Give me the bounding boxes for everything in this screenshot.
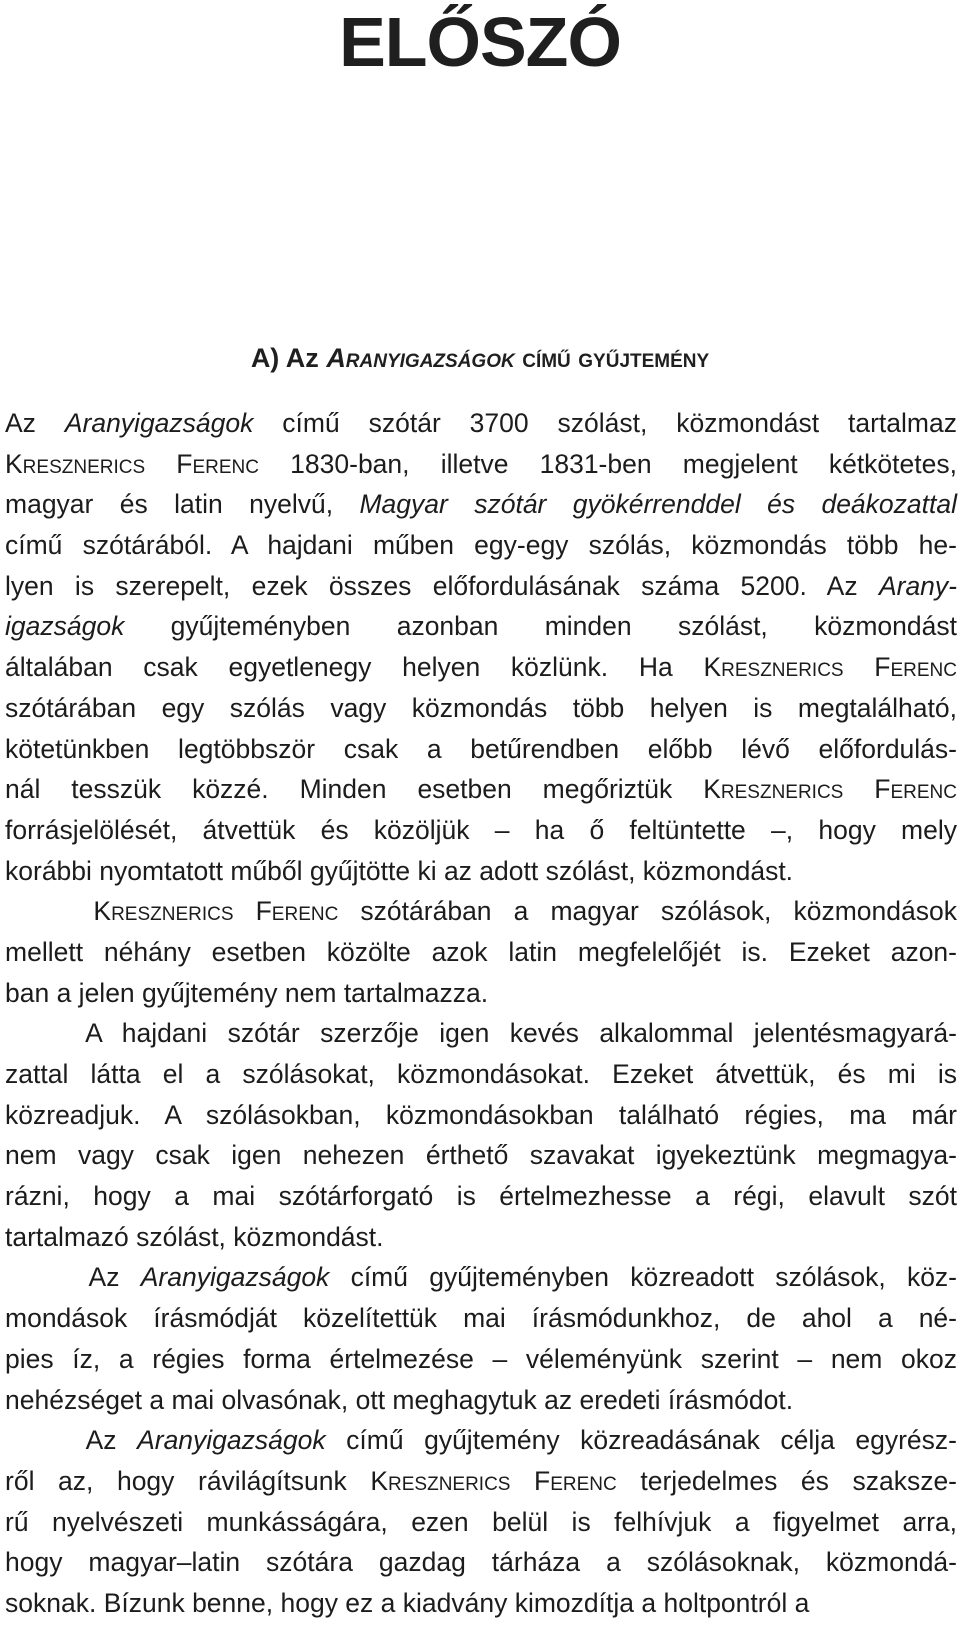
text-run: Az <box>5 1262 141 1293</box>
section-heading-italic: Aranyigazságok <box>326 343 515 373</box>
text-line <box>5 606 957 647</box>
text-line <box>5 688 957 729</box>
text-line <box>5 1095 957 1136</box>
italic-run: Aranyigazságok <box>140 1262 330 1293</box>
text-line <box>5 403 957 444</box>
text-run: rázni, hogy a mai szótárforgató is értelmezhesse a régi, elavult szót <box>5 1181 957 1212</box>
author-name: Kresznerics Ferenc <box>370 1465 617 1496</box>
text-run: mellett néhány esetben közölte azok latin megfelelőjét is. Ezeket azon- <box>5 936 957 967</box>
text-run: korábbi nyomtatott műből gyűjtötte ki az adott szólást, közmondást. <box>5 855 794 886</box>
page-title: ELŐSZÓ <box>339 3 621 81</box>
text-run: nem vagy csak igen nehezen érthető szavakat igyekeztünk megmagya- <box>5 1140 957 1171</box>
paragraph <box>5 403 957 891</box>
italic-run: igazságok <box>5 611 125 642</box>
text-run: forrásjelölését, átvettük és közöljük – ha ő feltüntette –, hogy mely <box>5 814 957 845</box>
text-line <box>5 1135 957 1176</box>
text-line <box>5 647 957 688</box>
author-name: Kresznerics Ferenc <box>93 896 339 927</box>
text-line <box>5 932 957 973</box>
text-line <box>5 1583 957 1624</box>
text-line <box>5 1461 957 1502</box>
text-run: című szótárából. A hajdani műben egy-egy szólás, közmondás több he- <box>5 530 957 561</box>
text-run: zattal látta el a szólásokat, közmondásokat. Ezeket átvettük, és mi is <box>5 1059 957 1089</box>
text-line <box>5 1420 957 1461</box>
text-line <box>5 973 957 1014</box>
text-run: Az <box>5 1425 138 1456</box>
text-run: rű nyelvészeti munkásságára, ezen belül is felhívjuk a figyelmet arra, <box>5 1506 957 1537</box>
text-line <box>5 810 957 851</box>
text-run: ről az, hogy rávilágítsunk <box>5 1465 371 1496</box>
text-line <box>5 891 957 932</box>
text-line <box>5 484 957 525</box>
text-line <box>5 1217 957 1258</box>
text-line <box>5 1013 957 1054</box>
text-run: mondások írásmódját közelítettük mai írásmódunkhoz, de ahol a né- <box>5 1303 957 1334</box>
text-run: szótárában a magyar szólások, közmondások <box>338 896 957 927</box>
text-run: soknak. Bízunk benne, hogy ez a kiadvány kimozdítja a holtpontról a <box>5 1587 810 1618</box>
text-line <box>5 1176 957 1217</box>
text-line <box>5 1054 957 1095</box>
text-run: nál tesszük közzé. Minden esetben megőriztük <box>5 774 704 805</box>
text-run: pies íz, a régies forma értelmezése – véleményünk szerint – nem okoz <box>5 1343 957 1374</box>
text-run: című szótár 3700 szólást, közmondást tartalmaz <box>253 408 957 438</box>
section-heading-prefix: A) Az <box>250 343 327 373</box>
text-run: 1830-ban, illetve 1831-ben megjelent kétkötetes, <box>259 448 957 479</box>
paragraph <box>5 1257 957 1420</box>
italic-run: Aranyigazságok <box>64 408 254 438</box>
author-name: Kresznerics Ferenc <box>5 448 259 479</box>
text-line <box>5 1380 957 1421</box>
text-line <box>5 1257 957 1298</box>
text-run: Az <box>5 408 65 438</box>
text-run: terjedelmes és szaksze- <box>616 1465 958 1496</box>
text-run: ban a jelen gyűjtemény nem tartalmazza. <box>5 977 489 1008</box>
text-line <box>5 525 957 566</box>
text-run <box>5 896 93 926</box>
author-name: Kresznerics Ferenc <box>703 652 958 683</box>
text-line <box>5 566 957 607</box>
italic-run: Arany- <box>878 570 957 601</box>
text-run: szótárában egy szólás vagy közmondás több helyen is megtalálható, <box>5 692 957 723</box>
text-run: nehézséget a mai olvasónak, ott meghagytuk az eredeti írásmódot. <box>5 1384 794 1415</box>
text-line <box>5 1298 957 1339</box>
text-line <box>5 1339 957 1380</box>
text-run: közreadjuk. A szólásokban, közmondásokban található régies, ma már <box>5 1099 957 1130</box>
italic-run: Magyar szótár gyökérrenddel és deákozattal <box>359 489 957 520</box>
author-name: Kresznerics Ferenc <box>703 774 957 805</box>
text-line <box>5 729 957 770</box>
paragraph <box>5 1420 957 1623</box>
text-run: hogy magyar–latin szótára gazdag tárháza a szólásoknak, közmondá- <box>5 1547 957 1578</box>
body-text <box>5 403 957 1624</box>
text-line <box>5 1502 957 1543</box>
section-heading <box>0 340 960 376</box>
text-run: általában csak egyetlenegy helyen közlünk. Ha <box>5 652 704 683</box>
text-run: lyen is szerepelt, ezek összes előfordulásának száma 5200. Az <box>5 570 879 601</box>
paragraph <box>5 1013 957 1257</box>
text-run: című gyűjtemény közreadásának célja egyrész- <box>325 1425 957 1456</box>
section-heading-suffix: című gyűjtemény <box>514 343 710 373</box>
text-line <box>5 444 957 485</box>
italic-run: Aranyigazságok <box>137 1425 326 1456</box>
text-run: A hajdani szótár szerzője igen kevés alkalommal jelentésmagyará- <box>5 1018 957 1049</box>
paragraph <box>5 891 957 1013</box>
text-run: kötetünkben legtöbbször csak a betűrendben előbb lévő előfordulás- <box>5 733 957 764</box>
text-line <box>5 851 957 892</box>
text-run: tartalmazó szólást, közmondást. <box>5 1221 384 1252</box>
text-run: című gyűjteményben közreadott szólások, köz- <box>329 1262 958 1293</box>
text-line <box>5 769 957 810</box>
text-run: magyar és latin nyelvű, <box>5 489 360 520</box>
text-run: gyűjteményben azonban minden szólást, közmondást <box>124 611 957 642</box>
text-line <box>5 1542 957 1583</box>
